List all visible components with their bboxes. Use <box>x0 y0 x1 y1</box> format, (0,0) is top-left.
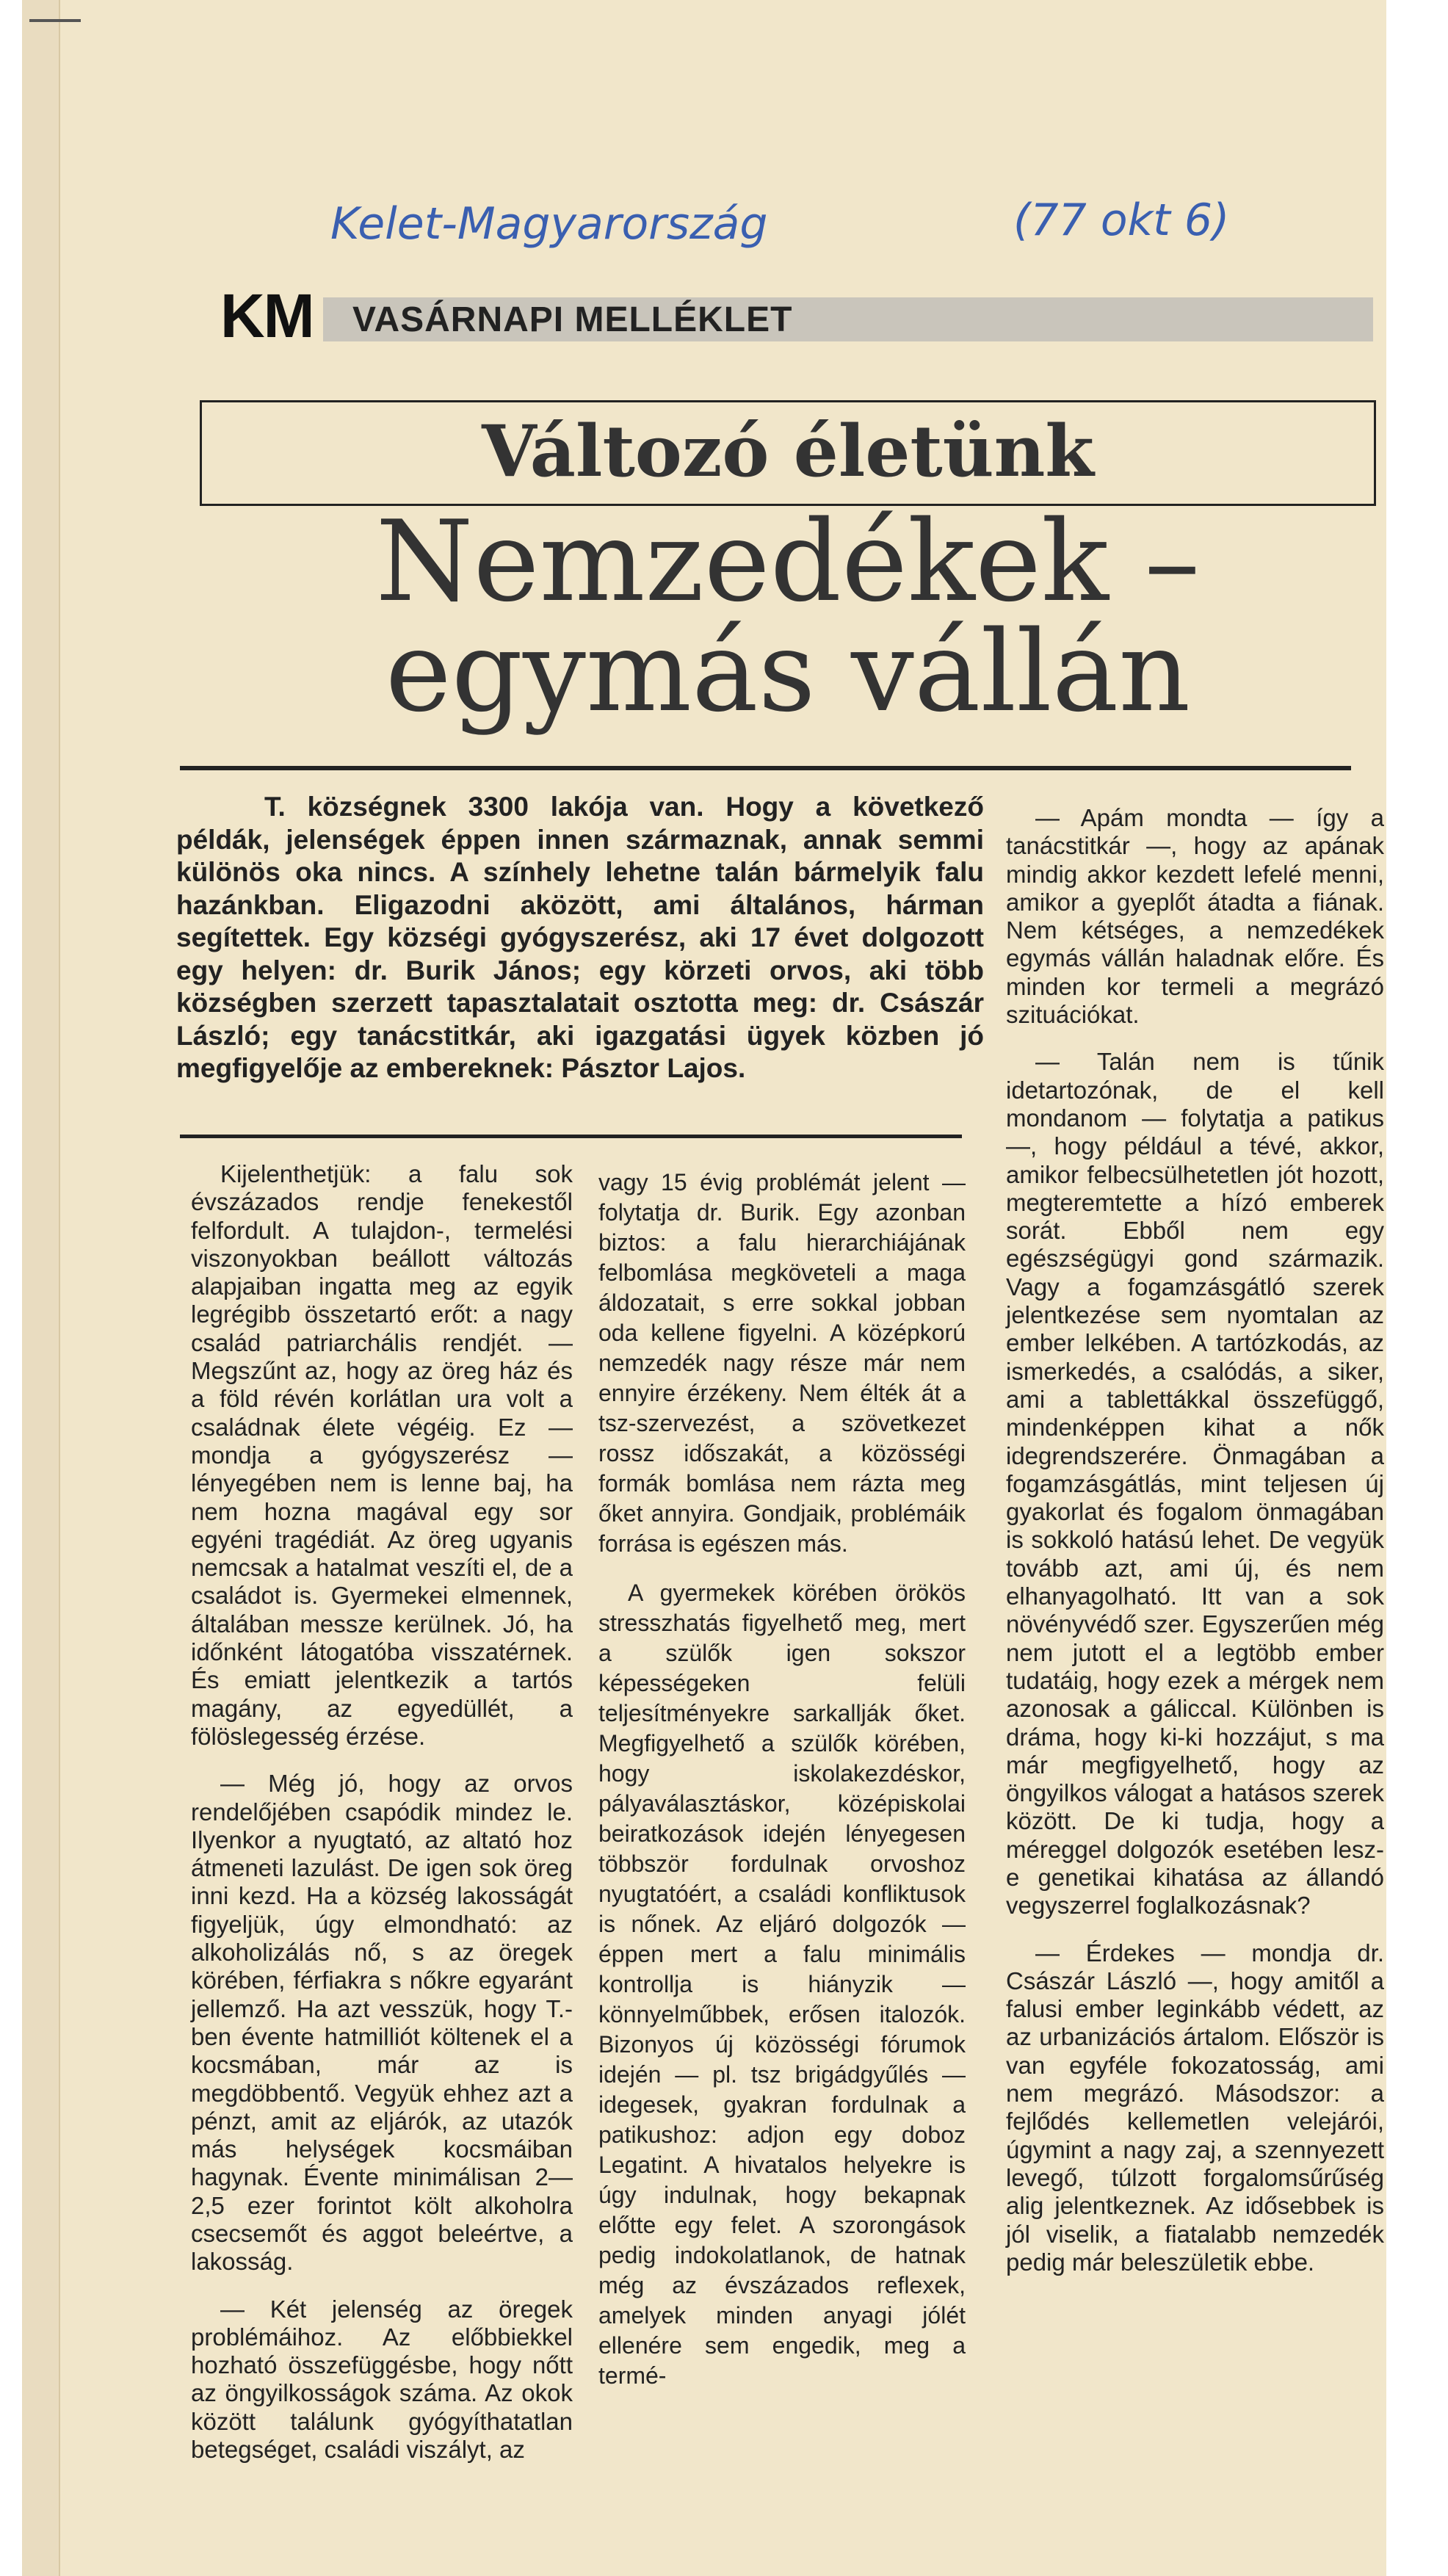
rubric-title: Változó életünk <box>482 410 1094 493</box>
edge-mark <box>29 19 81 22</box>
paragraph: — Még jó, hogy az orvos rendelőjében csapódik mindez le. Ilyenkor a nyugtató, az altató hoz átmeneti lazulást. De igen sok öreg inni kezd. Ha a község lakosságát figyeljük, úgy elmondható: az alkoholizálás nő, s az öregek körében, férfiakra s nőkre egyaránt jellemző. Ha azt vesszük, hogy T.-ben évente hatmilliót költenek el a kocsmában, már az is megdöbbentő. Vegyük ehhez azt a pénzt, amit az eljárók, az utazók más helységek kocsmáiban hagynak. Évente minimálisan 2—2,5 ezer forintot költ alkoholra csecsemőt és aggot beleértve, a lakosság. <box>191 1770 573 2276</box>
lead-paragraph: T. községnek 3300 lakója van. Hogy a következő példák, jelenségek éppen innen származnak, annak semmi különös oka nincs. A színhely lehetne talán bármelyik falu hazánkban. Eligazodni aközött, ami általános, hárman segítettek. Egy községi gyógyszerész, aki 17 évet dolgozott egy helyen: dr. Burik János; egy körzeti orvos, aki több községben szerzett tapasztalatait osztotta meg: dr. Császár László; egy tanácstitkár, aki igazgatási ügyek közben jó megfigyelője az embereknek: Pásztor Lajos. <box>176 792 984 1083</box>
km-logo: KM <box>220 281 314 350</box>
supplement-title: VASÁRNAPI MELLÉKLET <box>352 300 793 339</box>
paragraph: Kijelenthetjük: a falu sok évszázados rendje fenekestől felfordult. A tulajdon-, termelési viszonyokban beállott változás alapjaiban ingatta meg az egyik legrégibb összetartó erőt: a nagy család patriarchális rendjét. — Megszűnt az, hogy az öreg ház és a föld révén korlátlan ura volt a családnak élete végéig. Ez — mondja a gyógyszerész — lényegében nem is lenne baj, ha nem hozna magával egy sor egyéni tragédiát. Az öreg ugyanis nemcsak a hatalmat veszíti el, de a családot is. Gyermekei elmennek, általában messze kerülnek. Jó, ha időnként látogatóba visszatérnek. És emiatt jelentkezik a tartós magány, az egyedüllét, a fölöslegesség érzése. <box>191 1160 573 1750</box>
paragraph: A gyermekek körében örökös stresszhatás figyelhető meg, mert a szülők igen sokszor képességeken felüli teljesítményekre sarkallják őket. Megfigyelhető a szülők körében, hogy iskolakezdéskor, pályaválasztáskor, középiskolai beiratkozások idején lényegesen többször fordulnak orvoshoz nyugtatóért, a családi konfliktusok is nőnek. Az eljáró dolgozók — éppen mert a falu minimális kontrollja is hiányzik — könnyelműbbek, erősen italozók. Bizonyos új közösségi fórumok idején — pl. tsz brigádgyűlés — idegesek, gyakran fordulnak a patikushoz: adjon egy doboz Legatint. A hivatalos helyekre is úgy indulnak, hogy bekapnak előtte egy felet. A szorongások pedig indokolatlanok, de hatnak még az évszázados reflexek, amelyek minden anyagi jólét ellenére sem engedik, meg a termé- <box>598 1580 966 2389</box>
article-column-2 <box>598 1168 966 2410</box>
paragraph: vagy 15 évig problémát jelent — folytatja dr. Burik. Egy azonban biztos: a falu hierarchiájának felbomlása megköveteli a maga áldozatait, s erre sokkal jobban oda kellene figyelni. A középkorú nemzedék nagy része már nem ennyire érzékeny. Nem élték át a tsz-szervezést, a szövetkezet rossz időszakát, a közösségi formák bomlása nem rázta meg őket annyira. Gondjaik, problémáik forrása is egészen más. <box>598 1169 966 1557</box>
paragraph: — Apám mondta — így a tanácstitkár —, hogy az apának mindig akkor kezdett lefelé menni, amikor a gyeplőt átadta a fiának. Nem kétséges, a nemzedékek egymás vállán haladnak előre. És minden kor termeli a megrázó szituációkat. <box>1006 804 1384 1029</box>
lead-rule <box>180 1135 962 1138</box>
paragraph: — Talán nem is tűnik idetartozónak, de el kell mondanom — folytatja a patikus —, hogy például a tévé, akkor, amikor felbecsülhetetlen jót hozott, megteremtette a hízó emberek sorát. Ebből nem egy egészségügyi gond származik. Vagy a fogamzásgátló szerek jelentkezése sem nyomtalan az ember lelkében. A tartózkodás, az ismerkedés, a csalódás, a siker, ami a tablettákkal összefüggő, mindenképpen kihat a nők idegrendszerére. Önmagában a fogamzásgátlás, mint teljesen új gyakorlat és fogalom önmagában is sokkoló hatású lehet. De vegyük tovább azt, ami új, és nem elhanyagolható. Itt van a sok növényvédő szer. Egyszerűen még nem jutott el a legtöbb ember tudatáig, hogy ezek a mérgek nem azonosak a gáliccal. Különben is dráma, hogy ki-ki hozzájut, s ma már megfigyelhető, hogy az öngyilkos válogat a hatásos szerek között. De ki tudja, hogy a méreggel dolgozók esetében lesz-e genetikai kihatása az állandó vegyszerrel foglalkozásnak? <box>1006 1048 1384 1920</box>
headline: Nemzedékek – egymás vállán <box>375 496 1201 737</box>
clipping-left-edge <box>22 0 60 2576</box>
headline-rule <box>180 766 1351 770</box>
article-column-3 <box>1006 804 1384 2295</box>
paragraph: — Érdekes — mondja dr. Császár László —, hogy amitől a falusi ember leginkább védett, az az urbanizációs ártalom. Először is van egyféle fokozatosság, ami nem megrázó. Másodszor: a fejlődés kellemetlen velejárói, úgymint a nagy zaj, a szennyezett levegő, túlzott forgalomsűrűség alig jelentkeznek. Az idősebbek is jól viselik, a fiatalabb nemzedék pedig már beleszületik ebbe. <box>1006 1939 1384 2276</box>
paragraph: — Két jelenség az öregek problémáihoz. Az előbbiekkel hozható összefüggésbe, hogy nőtt az öngyilkosságok száma. Az okok között találunk gyógyíthatatlan betegséget, családi viszályt, az <box>191 2295 573 2464</box>
article-column-1 <box>191 1160 573 2483</box>
handwritten-source-note: Kelet-Magyarország <box>330 198 768 250</box>
handwritten-date-note: (77 okt 6) <box>1013 195 1230 246</box>
